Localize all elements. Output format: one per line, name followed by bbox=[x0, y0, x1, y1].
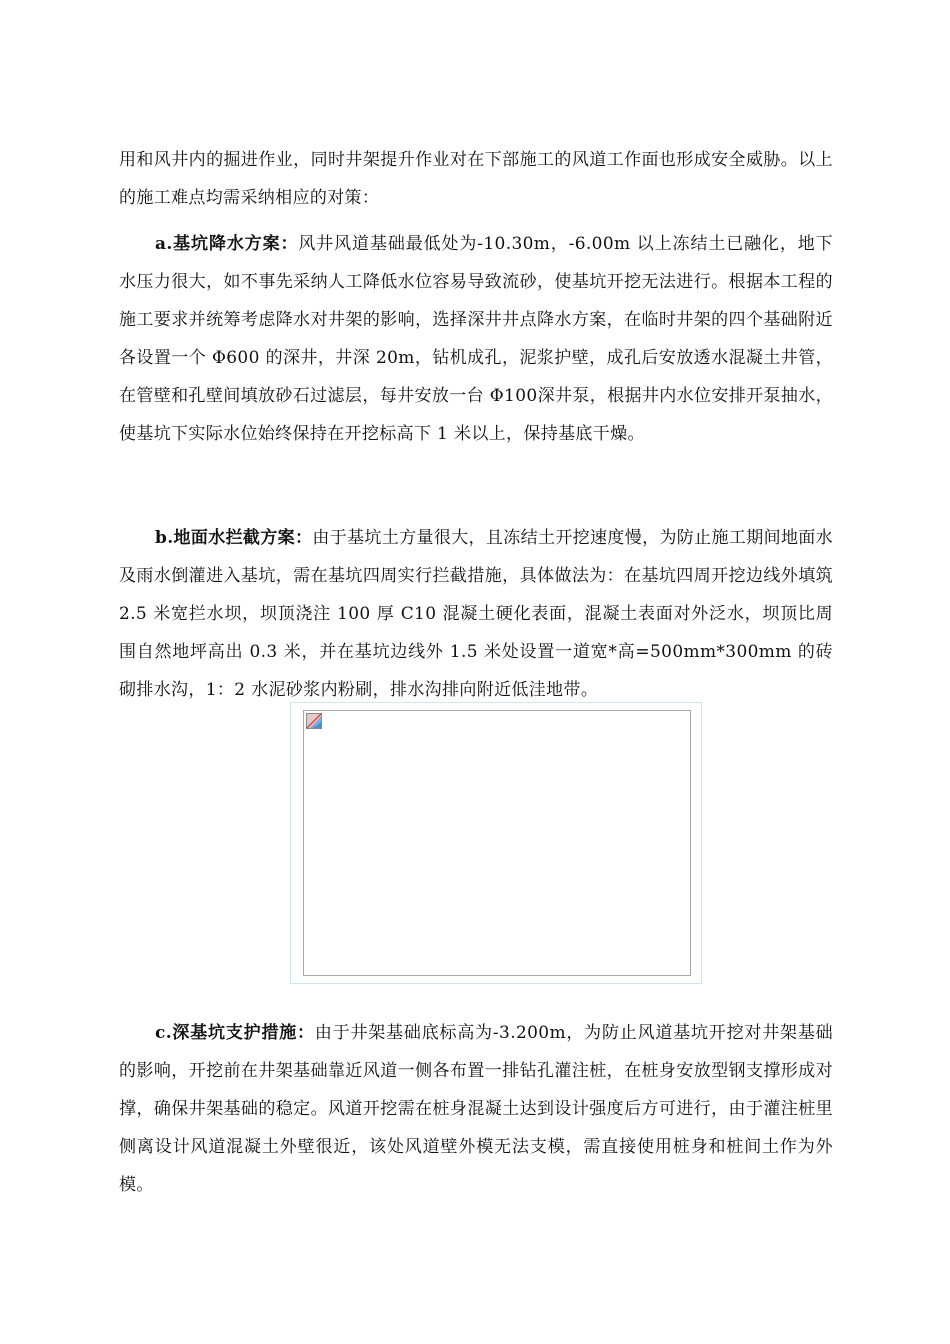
section-a-text: 风井风道基础最低处为-10.30m，-6.00m 以上冻结土已融化，地下水压力很大，如不事先采纳人工降低水位容易导致流砂，使基坑开挖无法进行。根据本工程的施工要求并统筹考虑降水对井架的影响，选择深井井点降水方案，在临时井架的四个基础附近各设置一个 Φ600 的深井，井深 20m，钻机成孔，泥浆护壁，成孔后安放透水混凝土井管，在管壁和孔壁间填放砂石过滤层，每井安放一台 Φ100深井泵，根据井内水位安排开泵抽水，使基坑下实际水位始终保持在开挖标高下 1 米以上，保持基底干燥。 bbox=[119, 234, 833, 444]
section-a-label: a.基坑降水方案： bbox=[155, 234, 299, 254]
intro-text: 用和风井内的掘进作业，同时井架提升作业对在下部施工的风道工作面也形成安全威胁。以上的施工难点均需采纳相应的对策： bbox=[119, 150, 833, 208]
broken-image-icon bbox=[306, 713, 322, 729]
section-b-text: 由于基坑土方量很大，且冻结土开挖速度慢，为防止施工期间地面水及雨水倒灌进入基坑，需在基坑四周实行拦截措施，具体做法为：在基坑四周开挖边线外填筑 2.5 米宽拦水坝，坝顶浇注 100 厚 C10 混凝土硬化表面，混凝土表面对外泛水，坝顶比周围自然地坪高出 0.3 米，并在基坑边线外 1.5 米处设置一道宽*高=500mm*300mm 的砖砌排水沟，1：2 水泥砂浆内粉刷，排水沟排向附近低洼地带。 bbox=[119, 528, 834, 700]
section-c-label: c.深基坑支护措施： bbox=[155, 1023, 315, 1043]
section-b-label: b.地面水拦截方案： bbox=[155, 528, 313, 548]
figure-image-box bbox=[303, 710, 691, 976]
figure-placeholder bbox=[290, 702, 702, 984]
section-c-paragraph bbox=[119, 1014, 833, 1204]
section-c-text: 由于井架基础底标高为-3.200m，为防止风道基坑开挖对井架基础的影响，开挖前在井架基础靠近风道一侧各布置一排钻孔灌注桩，在桩身安放型钢支撑形成对撑，确保井架基础的稳定。风道开挖需在桩身混凝土达到设计强度后方可进行，由于灌注桩里侧离设计风道混凝土外壁很近，该处风道壁外模无法支模，需直接使用桩身和桩间土作为外模。 bbox=[119, 1023, 833, 1195]
section-a-paragraph bbox=[119, 225, 833, 453]
intro-paragraph bbox=[119, 141, 833, 217]
section-b-paragraph bbox=[119, 519, 833, 709]
